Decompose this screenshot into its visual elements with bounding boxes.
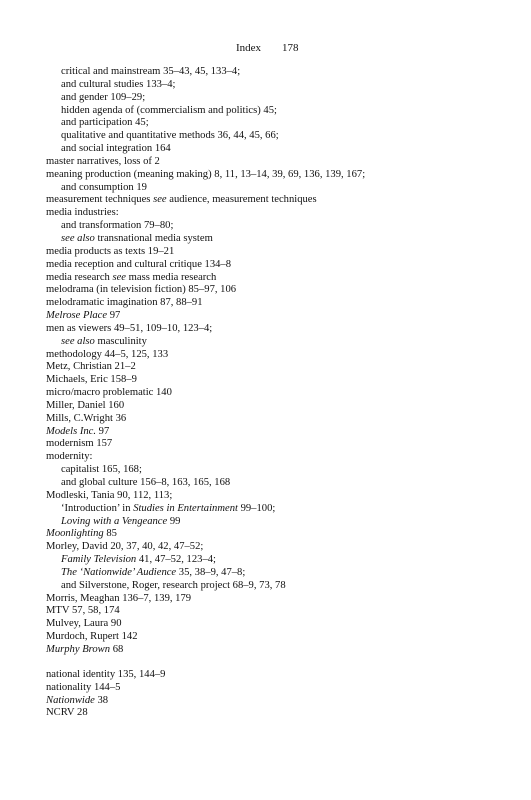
- index-entry: [46, 323, 516, 336]
- entry-text: and Silverstone, Roger, research project 68–9, 73, 78: [61, 579, 286, 591]
- italic-text: Moonlighting: [46, 528, 104, 540]
- entry-text: 68: [110, 643, 124, 655]
- italic-text: Loving with a Vengeance: [61, 515, 168, 527]
- index-entry: [46, 528, 516, 541]
- entry-text: 99: [167, 515, 181, 527]
- index-entry: [46, 669, 516, 682]
- index-entry: [46, 310, 516, 323]
- index-entry: [46, 682, 516, 695]
- entry-text: media research: [46, 271, 113, 283]
- index-entry: [46, 490, 516, 503]
- entry-text: Morley, David 20, 37, 40, 42, 47–52;: [46, 541, 204, 553]
- index-entry: [46, 259, 516, 272]
- index-entry: [46, 194, 516, 207]
- index-entry: [46, 349, 516, 362]
- index-subentry: [46, 503, 516, 516]
- index-entry: [46, 169, 516, 182]
- page-number: 178: [282, 42, 299, 54]
- index-entry: [46, 593, 516, 606]
- entry-text: modernism 157: [46, 438, 113, 450]
- index-entry: [46, 246, 516, 259]
- index-entry: [46, 438, 516, 451]
- index-entry: [46, 156, 516, 169]
- index-entry: [46, 707, 516, 720]
- entry-text: masculinity: [94, 335, 147, 347]
- entry-text: MTV 57, 58, 174: [46, 605, 120, 617]
- entry-text: hidden agenda of (commercialism and politics) 45;: [61, 104, 277, 116]
- entry-text: qualitative and quantitative methods 36, 44, 45, 66;: [61, 130, 279, 142]
- entry-text: micro/macro problematic 140: [46, 387, 172, 399]
- index-subentry: [46, 117, 516, 130]
- entry-text: 35, 38–9, 47–8;: [176, 566, 246, 578]
- index-subentry: [46, 220, 516, 233]
- italic-text: Family Television: [61, 554, 137, 566]
- index-subentry: [46, 516, 516, 529]
- index-subentry: [46, 567, 516, 580]
- index-subentry: [46, 580, 516, 593]
- italic-text: see: [112, 271, 126, 283]
- index-entry: [46, 387, 516, 400]
- entry-text: nationality 144–5: [46, 681, 121, 693]
- entry-text: Morris, Meaghan 136–7, 139, 179: [46, 592, 192, 604]
- index-entry: [46, 374, 516, 387]
- index-subentry: [46, 464, 516, 477]
- entry-text: ‘Introduction’ in: [61, 502, 134, 514]
- index-subentry: [46, 477, 516, 490]
- entry-text: 85: [103, 528, 117, 540]
- entry-text: capitalist 165, 168;: [61, 464, 142, 476]
- entry-text: 41, 47–52, 123–4;: [136, 554, 216, 566]
- index-subentry: [46, 554, 516, 567]
- entry-text: men as viewers 49–51, 109–10, 123–4;: [46, 322, 213, 334]
- entry-text: media reception and cultural critique 134–8: [46, 258, 232, 270]
- italic-text: Melrose Place: [46, 310, 108, 322]
- entry-text: and global culture 156–8, 163, 165, 168: [61, 477, 231, 488]
- index-entry: [46, 400, 516, 413]
- entry-text: critical and mainstream 35–43, 45, 133–4;: [61, 66, 241, 77]
- index-subentry: [46, 105, 516, 118]
- entry-text: Metz, Christian 21–2: [46, 361, 136, 373]
- entry-text: and cultural studies 133–4;: [61, 78, 176, 90]
- italic-text: see also: [61, 232, 95, 244]
- entry-text: modernity:: [46, 451, 93, 463]
- entry-text: audience, measurement techniques: [166, 194, 317, 206]
- italic-text: Models Inc.: [46, 425, 97, 437]
- entry-text: master narratives, loss of 2: [46, 155, 160, 167]
- entry-text: NCRV 28: [46, 707, 88, 719]
- index-subentry: [46, 182, 516, 195]
- entry-text: media products as texts 19–21: [46, 245, 175, 257]
- section-gap: [46, 657, 516, 669]
- entry-text: methodology 44–5, 125, 133: [46, 348, 169, 360]
- entry-text: melodramatic imagination 87, 88–91: [46, 297, 203, 309]
- entry-text: melodrama (in television fiction) 85–97, 106: [46, 284, 237, 296]
- entry-text: Murdoch, Rupert 142: [46, 631, 138, 643]
- entry-text: meaning production (meaning making) 8, 11, 13–14, 39, 69, 136, 139, 167;: [46, 168, 366, 180]
- entry-text: and gender 109–29;: [61, 91, 146, 103]
- index-subentry: [46, 336, 516, 349]
- index-entry: [46, 297, 516, 310]
- index-subentry: [46, 130, 516, 143]
- entry-text: Mulvey, Laura 90: [46, 618, 122, 630]
- index-subentry: [46, 143, 516, 156]
- index-entry: [46, 695, 516, 708]
- index-entry: [46, 618, 516, 631]
- italic-text: The ‘Nationwide’ Audience: [61, 566, 177, 578]
- entry-text: Mills, C.Wright 36: [46, 412, 127, 424]
- running-head: Index: [236, 42, 262, 54]
- index-entry: [46, 284, 516, 297]
- entry-text: 99–100;: [237, 502, 276, 514]
- entry-text: and participation 45;: [61, 117, 149, 129]
- index-entry: [46, 631, 516, 644]
- index-subentry: [46, 92, 516, 105]
- entry-text: 97: [96, 425, 110, 437]
- entry-text: mass media research: [126, 271, 217, 283]
- entry-text: transnational media system: [94, 232, 213, 244]
- entry-text: and transformation 79–80;: [61, 220, 174, 232]
- entry-text: Modleski, Tania 90, 112, 113;: [46, 489, 173, 501]
- entry-text: media industries:: [46, 207, 119, 219]
- index-entry: [46, 426, 516, 439]
- entry-text: measurement techniques: [46, 194, 154, 206]
- index-entry: [46, 272, 516, 285]
- entry-text: 97: [107, 310, 121, 322]
- index-entry: [46, 451, 516, 464]
- index-entry: [46, 644, 516, 657]
- entry-text: national identity 135, 144–9: [46, 668, 166, 680]
- italic-text: see: [153, 194, 167, 206]
- index-entry: [46, 413, 516, 426]
- italic-text: Nationwide: [46, 694, 95, 706]
- entry-text: Miller, Daniel 160: [46, 399, 125, 411]
- index-entry: [46, 207, 516, 220]
- entry-text: and social integration 164: [61, 143, 171, 155]
- index-entries: [46, 66, 516, 720]
- index-subentry: [46, 233, 516, 246]
- entry-text: Michaels, Eric 158–9: [46, 374, 137, 386]
- index-subentry: [46, 66, 516, 79]
- index-entry: [46, 605, 516, 618]
- italic-text: Murphy Brown: [46, 643, 111, 655]
- index-entry: [46, 541, 516, 554]
- entry-text: 38: [94, 694, 109, 706]
- italic-text: see also: [61, 335, 95, 347]
- index-entry: [46, 361, 516, 374]
- index-subentry: [46, 79, 516, 92]
- entry-text: and consumption 19: [61, 181, 147, 193]
- italic-text: Studies in Entertainment: [133, 502, 238, 514]
